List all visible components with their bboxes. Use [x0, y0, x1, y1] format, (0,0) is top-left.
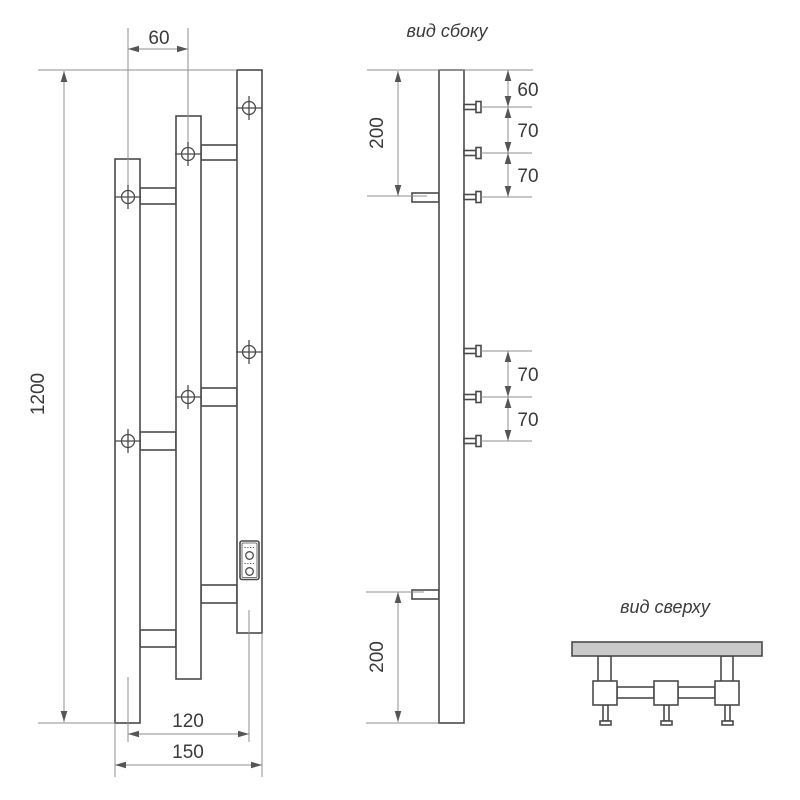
hook-peg: [464, 392, 481, 403]
bar-section: [654, 681, 678, 705]
hook-peg-top: [722, 705, 733, 725]
bar-section: [593, 681, 617, 705]
wall-bracket-top: [412, 193, 439, 202]
hook-peg-top: [600, 705, 611, 725]
rung: [140, 188, 176, 204]
wall: [572, 642, 762, 656]
dim-label: 200: [367, 641, 388, 673]
hook-peg: [464, 192, 481, 203]
top-view: [572, 597, 762, 725]
top-view-title: вид сверху: [620, 597, 710, 617]
dim-top-offset-200: [367, 71, 427, 196]
dim-label: 200: [367, 117, 388, 149]
hook-peg: [464, 148, 481, 159]
hook-peg: [464, 102, 481, 113]
mount-stub: [598, 656, 611, 682]
dim-label: 60: [517, 80, 539, 101]
front-view: [28, 28, 262, 777]
hook-peg-top: [661, 705, 672, 725]
dim-label: 70: [517, 166, 539, 187]
side-view: [366, 21, 539, 723]
hook-peg: [464, 346, 481, 357]
rung: [201, 388, 237, 406]
dim-label: 60: [148, 28, 170, 49]
dim-bottom-offset-200: [366, 592, 438, 723]
bar-section: [715, 681, 739, 705]
rung: [140, 432, 176, 450]
hook-peg: [464, 436, 481, 447]
rung-section: [678, 687, 715, 698]
dim-label: 150: [172, 742, 204, 763]
dim-chain-top-hooks: [481, 70, 539, 197]
dim-label: 120: [172, 711, 204, 732]
rung: [140, 630, 176, 647]
rung-section: [617, 687, 654, 698]
dim-label: 70: [517, 121, 539, 142]
rung: [201, 145, 237, 160]
mount-stub: [721, 656, 733, 682]
rung: [201, 585, 237, 603]
side-view-title: вид сбоку: [406, 21, 488, 41]
dim-chain-middle-hooks: [481, 351, 539, 441]
dim-label: 70: [517, 410, 539, 431]
wall-bracket-bottom: [412, 590, 439, 599]
control-panel: [240, 541, 259, 580]
dim-label: 1200: [28, 372, 49, 416]
side-profile-bar: [439, 70, 464, 723]
control-panel-body: [240, 541, 259, 580]
dim-label: 70: [517, 365, 539, 386]
